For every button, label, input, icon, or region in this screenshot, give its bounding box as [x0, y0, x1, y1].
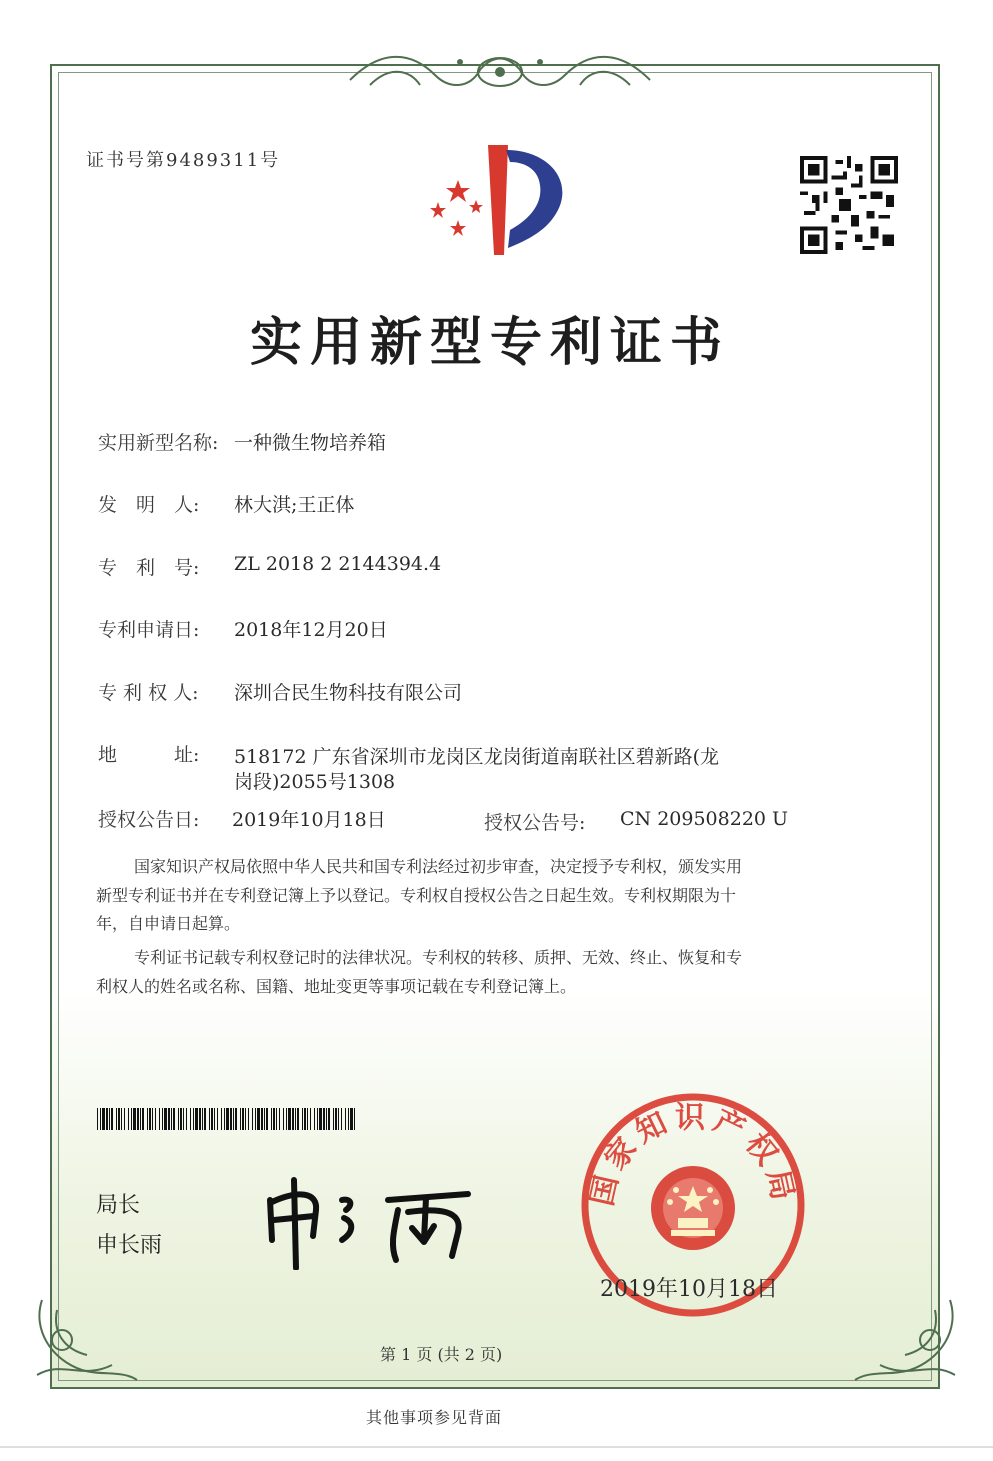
barcode-bar — [230, 1108, 232, 1130]
barcode-bar — [164, 1108, 167, 1130]
barcode-bar — [354, 1108, 355, 1130]
barcode-bar — [235, 1108, 237, 1130]
barcode-bar — [350, 1108, 353, 1130]
barcode-bar — [147, 1108, 148, 1130]
patentee-label: 专 利 权 人: — [98, 682, 199, 704]
barcode-bar — [100, 1108, 101, 1130]
barcode-bar — [333, 1108, 334, 1130]
barcode-bar — [252, 1108, 253, 1130]
barcode-bar — [159, 1108, 160, 1130]
barcode-bar — [124, 1108, 125, 1130]
address-value-line1: 518172 广东省深圳市龙岗区龙岗街道南联社区碧新路(龙 — [234, 746, 719, 768]
barcode-bar — [133, 1108, 136, 1130]
barcode-bar — [302, 1108, 303, 1130]
barcode-bar — [180, 1108, 182, 1130]
barcode-bar — [233, 1108, 234, 1130]
barcode-bar — [279, 1108, 280, 1130]
barcode-bar — [162, 1108, 163, 1130]
barcode-bar — [168, 1108, 170, 1130]
barcode-bar — [131, 1108, 132, 1130]
barcode-bar — [310, 1108, 311, 1130]
barcode-bar — [283, 1108, 284, 1130]
certificate-number: 证书号第9489311号 — [86, 150, 281, 171]
barcode-bar — [245, 1108, 246, 1130]
page-number: 第 1 页 (共 2 页) — [380, 1345, 503, 1364]
barcode-bar — [186, 1108, 187, 1130]
barcode-bar — [264, 1108, 265, 1130]
barcode-bar — [118, 1108, 120, 1130]
barcode-bar — [348, 1108, 349, 1130]
barcode-bar — [319, 1108, 322, 1130]
barcode-bar — [248, 1108, 249, 1130]
barcode-bar — [209, 1108, 210, 1130]
certificate-title: 实用新型专利证书 — [250, 312, 731, 373]
barcode-bar — [240, 1108, 241, 1130]
barcode-bar — [204, 1108, 206, 1130]
barcode-bar — [271, 1108, 272, 1130]
application-date-label: 专利申请日: — [98, 619, 200, 641]
barcode-bar — [341, 1108, 342, 1130]
barcode-bar — [97, 1108, 98, 1130]
barcode-bar — [273, 1108, 275, 1130]
body-paragraph-1-line-2: 新型专利证书并在专利登记簿上予以登记。专利权自授权公告之日起生效。专利权期限为十 — [96, 886, 737, 905]
barcode-bar — [304, 1108, 306, 1130]
bottom-divider — [0, 1446, 993, 1448]
barcode-bar — [335, 1108, 337, 1130]
barcode-bar — [142, 1108, 144, 1130]
barcode-bar — [199, 1108, 201, 1130]
utility-model-name-label: 实用新型名称: — [98, 432, 219, 454]
barcode-bar — [295, 1108, 296, 1130]
body-paragraph-1-line-3: 年，自申请日起算。 — [96, 914, 241, 933]
barcode-bar — [195, 1108, 198, 1130]
barcode-bar — [292, 1108, 294, 1130]
barcode-bar — [338, 1108, 339, 1130]
barcode-bar — [221, 1108, 222, 1130]
barcode-bar — [193, 1108, 194, 1130]
barcode-bar — [111, 1108, 113, 1130]
barcode-bar — [345, 1108, 346, 1130]
qr-code — [800, 156, 898, 254]
barcode-bar — [214, 1108, 215, 1130]
top-ornament — [340, 40, 660, 100]
barcode-bar — [140, 1108, 141, 1130]
body-paragraph-1-line-1: 国家知识产权局依照中华人民共和国专利法经过初步审查，决定授予专利权，颁发实用 — [134, 857, 743, 876]
barcode-bar — [224, 1108, 225, 1130]
cnipa-logo — [418, 140, 578, 260]
corner-ornament-left — [22, 1280, 152, 1390]
barcode-bar — [106, 1108, 108, 1130]
barcode-bar — [276, 1108, 277, 1130]
barcode-bar — [128, 1108, 129, 1130]
barcode-bar — [149, 1108, 151, 1130]
barcode-bar — [183, 1108, 184, 1130]
inventor-value: 林大淇;王正体 — [234, 494, 355, 516]
grant-date-value: 2019年10月18日 — [232, 809, 386, 831]
barcode-bar — [288, 1108, 291, 1130]
barcode-bar — [217, 1108, 218, 1130]
barcode-bar — [211, 1108, 213, 1130]
barcode-bar — [297, 1108, 299, 1130]
barcode-bar — [173, 1108, 175, 1130]
application-date-value: 2018年12月20日 — [234, 619, 388, 641]
seal-date: 2019年10月18日 — [600, 1277, 778, 1302]
grant-number-label: 授权公告号: — [484, 812, 586, 834]
body-paragraph-2-line-2: 利权人的姓名或名称、国籍、地址变更等事项记载在专利登记簿上。 — [96, 977, 577, 996]
grant-number-value: CN 209508220 U — [620, 808, 789, 830]
barcode-bar — [121, 1108, 122, 1130]
barcode-bar — [317, 1108, 318, 1130]
grant-date-label: 授权公告日: — [98, 809, 200, 831]
director-name: 申长雨 — [96, 1233, 163, 1258]
barcode-bar — [326, 1108, 327, 1130]
patent-number-value: ZL 2018 2 2144394.4 — [234, 553, 442, 575]
footer-note: 其他事项参见背面 — [366, 1408, 503, 1427]
barcode-bar — [266, 1108, 268, 1130]
barcode-bar — [102, 1108, 105, 1130]
body-paragraph-2-line-1: 专利证书记载专利权登记时的法律状况。专利权的转移、质押、无效、终止、恢复和专 — [134, 948, 743, 967]
utility-model-name-value: 一种微生物培养箱 — [234, 432, 387, 454]
barcode-bar — [155, 1108, 156, 1130]
barcode-bar — [137, 1108, 139, 1130]
barcode-bar — [242, 1108, 244, 1130]
barcode-bar — [116, 1108, 117, 1130]
handwritten-signature — [258, 1170, 488, 1270]
barcode-bar — [328, 1108, 330, 1130]
director-title: 局长 — [96, 1193, 141, 1218]
barcode-bar — [226, 1108, 229, 1130]
corner-ornament-right — [840, 1280, 970, 1390]
patentee-value: 深圳合民生物科技有限公司 — [234, 682, 463, 704]
barcode — [97, 1108, 355, 1130]
barcode-bar — [109, 1108, 110, 1130]
barcode-bar — [261, 1108, 263, 1130]
barcode-bar — [202, 1108, 203, 1130]
barcode-bar — [307, 1108, 308, 1130]
barcode-bar — [171, 1108, 172, 1130]
barcode-bar — [152, 1108, 153, 1130]
seal-text: 国家知识产权局 — [584, 1100, 802, 1210]
barcode-bar — [255, 1108, 256, 1130]
address-value-line2: 岗段)2055号1308 — [234, 771, 396, 793]
inventor-label: 发 明 人: — [98, 494, 200, 516]
barcode-bar — [323, 1108, 325, 1130]
address-label: 地 址: — [98, 744, 200, 766]
barcode-bar — [286, 1108, 287, 1130]
patent-number-label: 专 利 号: — [98, 557, 200, 579]
barcode-bar — [178, 1108, 179, 1130]
barcode-bar — [257, 1108, 260, 1130]
barcode-bar — [314, 1108, 315, 1130]
barcode-bar — [190, 1108, 191, 1130]
